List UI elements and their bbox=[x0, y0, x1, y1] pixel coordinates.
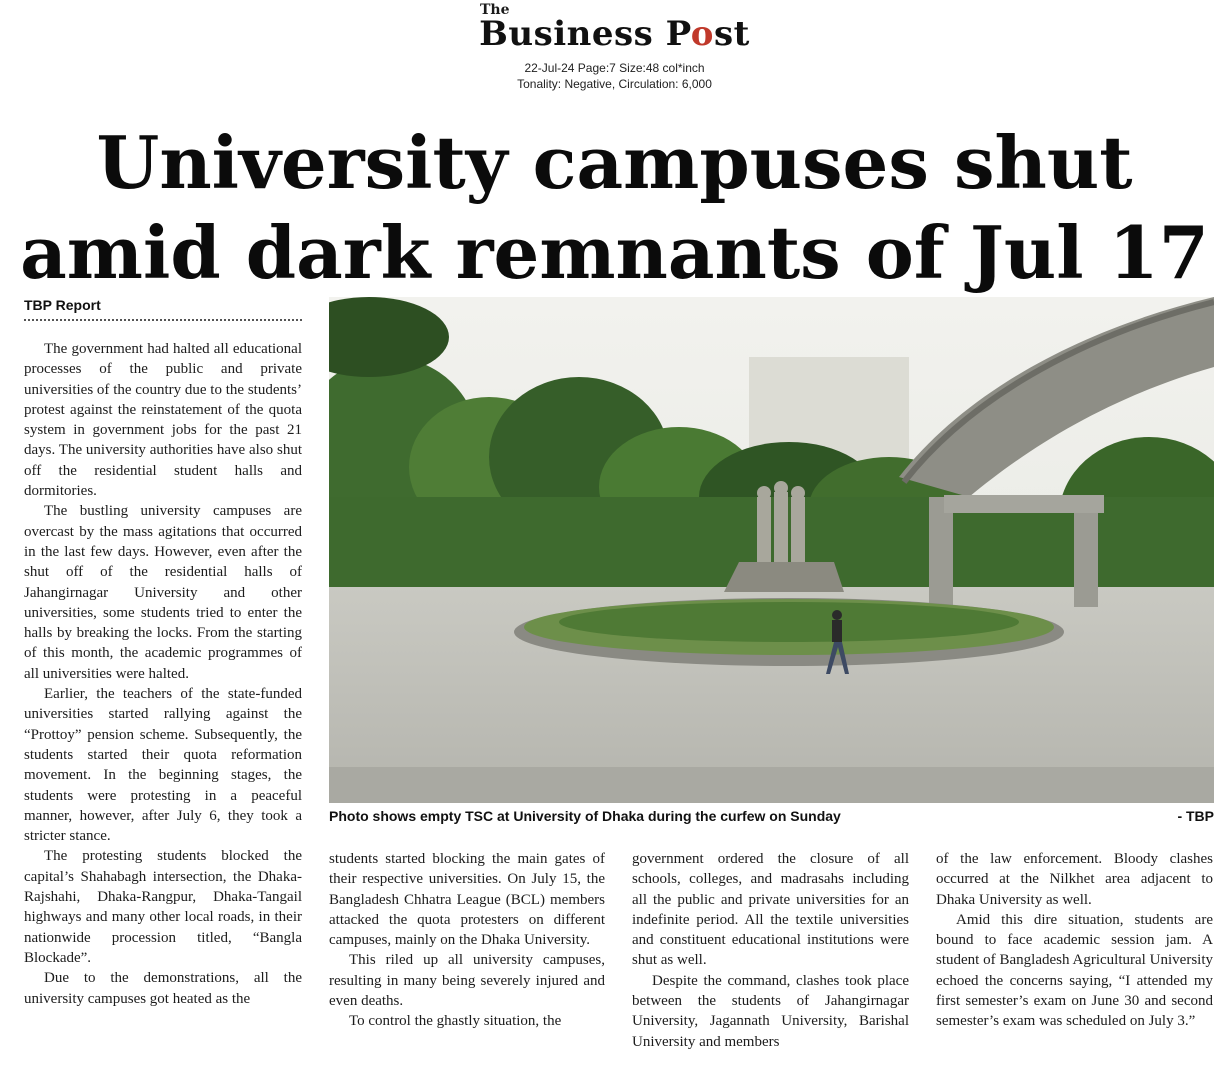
paragraph: government ordered the closure of all schools, colleges, and madrasahs including all the public and private universities for an indefinite period. All the textile universities and constituent educational institutions were shut as well. bbox=[632, 851, 909, 969]
paragraph: To control the ghastly situation, the bbox=[349, 1013, 562, 1030]
article-column-3 bbox=[632, 849, 909, 1052]
paragraph: The bustling university campuses are overcast by the mass agitations that occurred in the last few days. However, even after the shut off of the residential halls of Jahangirnagar University and other universities, some students tried to enter the halls by breaking the locks. From the starting of this month, the academic programmes of all universities were halted. bbox=[24, 503, 302, 682]
newspaper-logo bbox=[0, 14, 1229, 54]
byline: TBP Report bbox=[24, 297, 302, 321]
headline-line-1: University campuses shut bbox=[96, 120, 1133, 205]
paragraph: The protesting students blocked the capital’s Shahabagh intersection, the Dhaka-Rajshahi, Dhaka-Rangpur, Dhaka-Tangail highways and many other local roads, in their nationwide procession titled, “Bangla Blockade”. bbox=[24, 848, 302, 966]
photo-credit: - TBP bbox=[1177, 808, 1214, 824]
clip-metadata-line1: 22-Jul-24 Page:7 Size:48 col*inch bbox=[524, 61, 705, 75]
photo-caption bbox=[329, 808, 1214, 830]
caption-text: Photo shows empty TSC at University of Dhaka during the curfew on Sunday bbox=[329, 808, 841, 824]
news-photo bbox=[329, 297, 1214, 803]
photo-illustration bbox=[329, 297, 1214, 803]
paragraph: of the law enforcement. Bloody clashes occurred at the Nilkhet area adjacent to Dhaka University as well. bbox=[936, 851, 1213, 908]
paragraph: students started blocking the main gates of their respective universities. On July 15, the Bangladesh Chhatra League (BCL) members attacked the quota protesters on different campuses, mainly on the Dhaka University. bbox=[329, 851, 605, 949]
masthead-the: The bbox=[480, 2, 510, 18]
logo-part-1: Business P bbox=[479, 14, 691, 54]
headline-line-2: amid dark remnants of Jul 17 bbox=[20, 210, 1209, 295]
logo-accent: o bbox=[690, 14, 714, 54]
article-column-4 bbox=[936, 849, 1213, 1032]
logo-part-2: st bbox=[713, 14, 750, 54]
paragraph: This riled up all university campuses, resulting in many being severely injured and even deaths. bbox=[329, 952, 605, 1010]
article-column-1 bbox=[24, 339, 302, 1009]
paragraph: Earlier, the teachers of the state-funded universities started rallying against the “Prottoy” pension scheme. Subsequently, the students started their quota reformation movement. In the beginning stages, the students were protesting in a peaceful manner, however, after July 6, they took a stricter stance. bbox=[24, 686, 302, 845]
paragraph: Amid this dire situation, students are bound to face academic session jam. A student of Bangladesh Agricultural University echoed the concerns saying, “I attended my first semester’s exam on June 30 and second semester’s exam was scheduled on July 3.” bbox=[936, 911, 1213, 1030]
article-column-2 bbox=[329, 849, 605, 1032]
clip-metadata-line2: Tonality: Negative, Circulation: 6,000 bbox=[517, 77, 712, 91]
paragraph: Due to the demonstrations, all the university campuses got heated as the bbox=[24, 970, 302, 1007]
paragraph: The government had halted all educational processes of the public and private universities of the country due to the students’ protest against the reinstatement of the quota system in government jobs for the past 21 days. The university authorities have also shut off the residential student halls and dormitories. bbox=[24, 341, 302, 500]
paragraph: Despite the command, clashes took place between the students of Jahangirnagar University, Jagannath University, Barishal University and members bbox=[632, 972, 909, 1050]
